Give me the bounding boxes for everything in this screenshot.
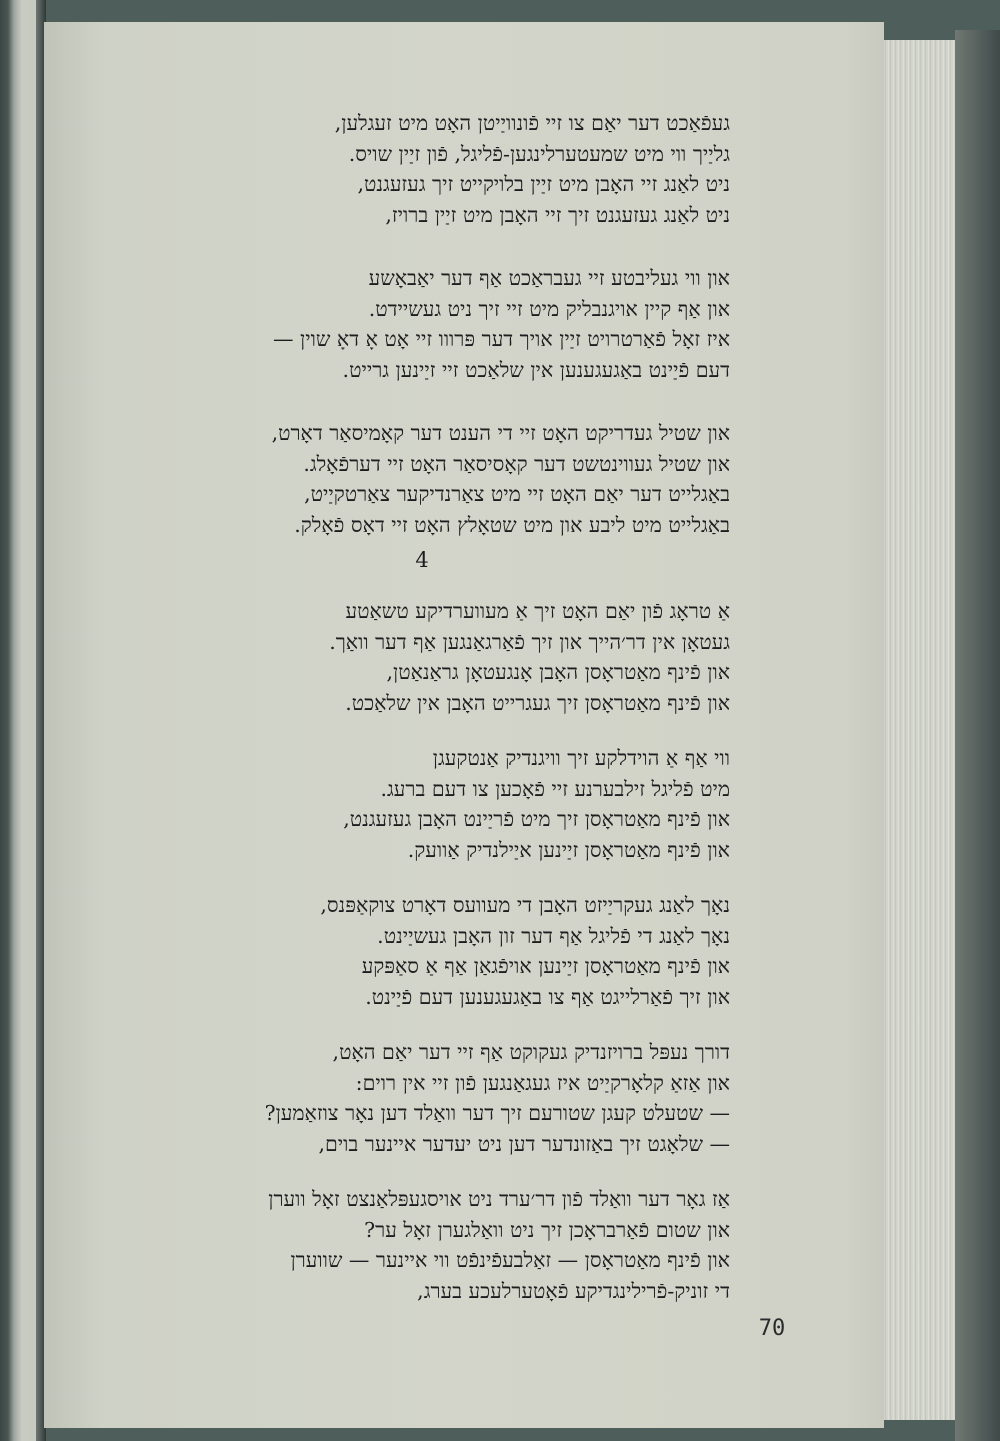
stanza — [130, 1037, 730, 1159]
left-page-edge — [0, 0, 40, 1441]
poem-line: און אַזאַ קלאָרקיַיט איז געגאַנגען פֿון זיי אין רוים: — [355, 1070, 730, 1095]
poem-line: נאָך לאַנג געקריַיזט האָבן די מעוועס דאָרט צוקאַפּנס, — [320, 893, 730, 917]
poem-line: און פֿינף מאַטראָסן זיך געגרייט האָבן אין שלאַכט. — [345, 690, 730, 715]
poem-line: און זיך פֿאַרלייגט אַף צו באַגעגענען דעם פֿיַינט. — [365, 984, 730, 1009]
stanza — [130, 108, 730, 230]
poem-line: באַגלייט דער יאַם האָט זיי מיט צאַרנדיקער צאַרטקיַיט, — [304, 482, 730, 506]
poem-line: ניט לאַנג זיי האָבן מיט זיַין בלויקייט זיך געזעגנט, — [357, 172, 730, 196]
poem-line: און פֿינף מאַטראָסן זיך מיט פֿריַינט האָבן געזעגנט, — [343, 807, 730, 831]
poem-line: ווי אַף אַ הוידלקע זיך וויגנדיק אַנטקעגן — [432, 746, 730, 770]
section-number: 4 — [415, 548, 429, 572]
poem-line: מיט פֿליגל זילבערנע זיי פֿאָכען צו דעם ברעג. — [380, 776, 730, 801]
poem-line: און פֿינף מאַטראָסן זיַינען אויפֿגאַן אַף אַ סאַפּקע — [361, 954, 730, 978]
poem-line: און שטיל געדריקט האָט זיי די הענט דער קאָמיסאַר דאָרט, — [271, 421, 730, 445]
poem-line: ניט לאַנג געזעגנט זיך זיי האָבן מיט זיַין ברויז, — [385, 202, 730, 227]
stanza — [130, 596, 730, 718]
poem-line: און פֿינף מאַטראָסן — זאַלבעפֿינפֿט ווי איינער — שווערן — [290, 1248, 730, 1272]
poem-line: די זוניק-פֿרילינגדיקע פֿאָטערלעכע בערג, — [417, 1278, 730, 1303]
poem-line: דעם פֿיַינט באַגעגענען אין שלאַכט זיי זיַינען גרייט. — [342, 357, 730, 382]
poem-line: און שטום פֿאַרבראָכן זיך ניט וואַלגערן זאָל ער? — [364, 1217, 730, 1242]
poem-line: און פֿינף מאַטראָסן זיַינען איַילנדיק אַוועק. — [407, 837, 730, 862]
stanza — [130, 1184, 730, 1306]
poem-line: אַז גאָר דער וואַלד פֿון דר׳ערד ניט אויסגעפּלאַנצט זאָל ווערן — [268, 1187, 730, 1211]
poem-text-bottom — [130, 596, 730, 1306]
poem-line: דורך נעפּל ברויזנדיק געקוקט אַף זיי דער יאַם האָט, — [332, 1040, 730, 1064]
stanza — [130, 418, 730, 540]
poem-line: אַ טראָג פֿון יאַם האָט זיך אַ מעווערדיקע טשאַטע — [345, 599, 730, 623]
stanza — [130, 890, 730, 1012]
poem-line: — שלאָגט זיך באַזונדער דען ניט יעדער איינער בוים, — [318, 1131, 730, 1156]
stanza — [130, 743, 730, 865]
stanza — [130, 263, 730, 385]
poem-line: באַגלייט מיט ליבע און מיט שטאָלץ האָט זיי דאָס פֿאָלק. — [294, 512, 730, 537]
page-number: 70 — [758, 1316, 786, 1341]
poem-line: איז זאָל פֿאַרטרויט זיַין אויך דער פּרווו זיי אָט אָ דאָ שוין — — [273, 327, 730, 351]
poem-line: און ווי געליבטע זיי געבראַכט אַף דער יאַבאָשע — [368, 266, 730, 290]
poem-line: און שטיל געווינטשט דער קאָסיסאַר האָט זיי דערפֿאָלג. — [303, 451, 730, 476]
poem-text-top — [130, 108, 730, 540]
poem-line: געפֿאַכט דער יאַם צו זיי פֿונוויַיטן האָט מיט זעגלען, — [334, 111, 730, 135]
poem-line: געטאָן אין דר׳הייך און זיך פֿאַרגאַנגען אַף דער וואַך. — [329, 629, 730, 654]
poem-line: — שטעלט קעגן שטורעם זיך דער וואַלד דען נאָר צוזאַמען? — [264, 1101, 730, 1125]
page-edges-shadow — [955, 30, 1000, 1441]
poem-line: גליַיך ווי מיט שמעטערלינגען-פֿליגל, פֿון זיַין שויס. — [348, 141, 730, 166]
poem-line: און פֿינף מאַטראָסן האָבן אָנגעטאָן גראַנאַטן, — [386, 660, 730, 684]
poem-line: נאָך לאַנג די פֿליגל אַף דער זון האָבן געשיַינט. — [377, 923, 730, 948]
poem-line: און אַף קיין אויגנבליק מיט זיי זיך ניט געשיידט. — [368, 296, 730, 321]
